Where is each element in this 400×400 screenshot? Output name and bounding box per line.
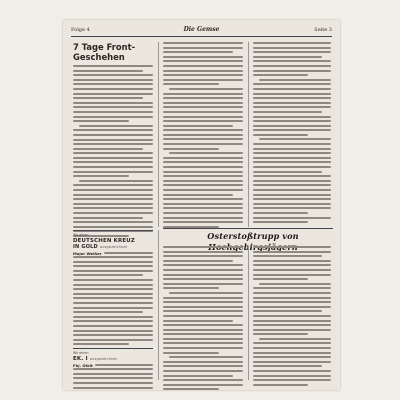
newspaper-title: Die Gemse xyxy=(183,26,220,33)
article-title: 7 Tage Front-Geschehen xyxy=(73,42,136,62)
column-1 xyxy=(73,42,153,240)
award-recipient: Fhj. Gfeit xyxy=(73,362,93,368)
page-number: Seite 3 xyxy=(314,27,332,33)
award-header: Wir ehren xyxy=(73,233,89,237)
column-2 xyxy=(163,42,243,230)
column-rule xyxy=(158,230,159,380)
column-rule xyxy=(248,42,249,227)
award-title-line: DEUTSCHEN KREUZ xyxy=(73,238,135,244)
award-title xyxy=(73,356,153,362)
column-5 xyxy=(253,246,331,388)
newspaper-page xyxy=(63,20,340,390)
section-rule xyxy=(163,228,333,229)
awards-column xyxy=(73,230,153,390)
banner-headline: Osterstoßtrupp von xyxy=(207,231,299,241)
column-4 xyxy=(163,246,243,390)
issue-number: Folge 4 xyxy=(71,27,90,33)
award-title-line: IN GOLD xyxy=(73,244,98,250)
award-header: Wir ehren xyxy=(73,351,89,356)
award-title-line: EK. I xyxy=(73,356,88,363)
award-rule xyxy=(73,230,153,231)
award-title xyxy=(73,238,153,250)
award-rule xyxy=(73,348,153,349)
award-subtitle: ausgezeichnet xyxy=(89,357,118,362)
column-rule xyxy=(248,246,249,380)
award-subtitle: ausgezeichnet xyxy=(99,245,128,249)
column-3 xyxy=(253,42,331,226)
running-header xyxy=(71,24,332,37)
column-rule xyxy=(158,42,159,227)
award-recipient: Major Weißer xyxy=(73,250,102,256)
